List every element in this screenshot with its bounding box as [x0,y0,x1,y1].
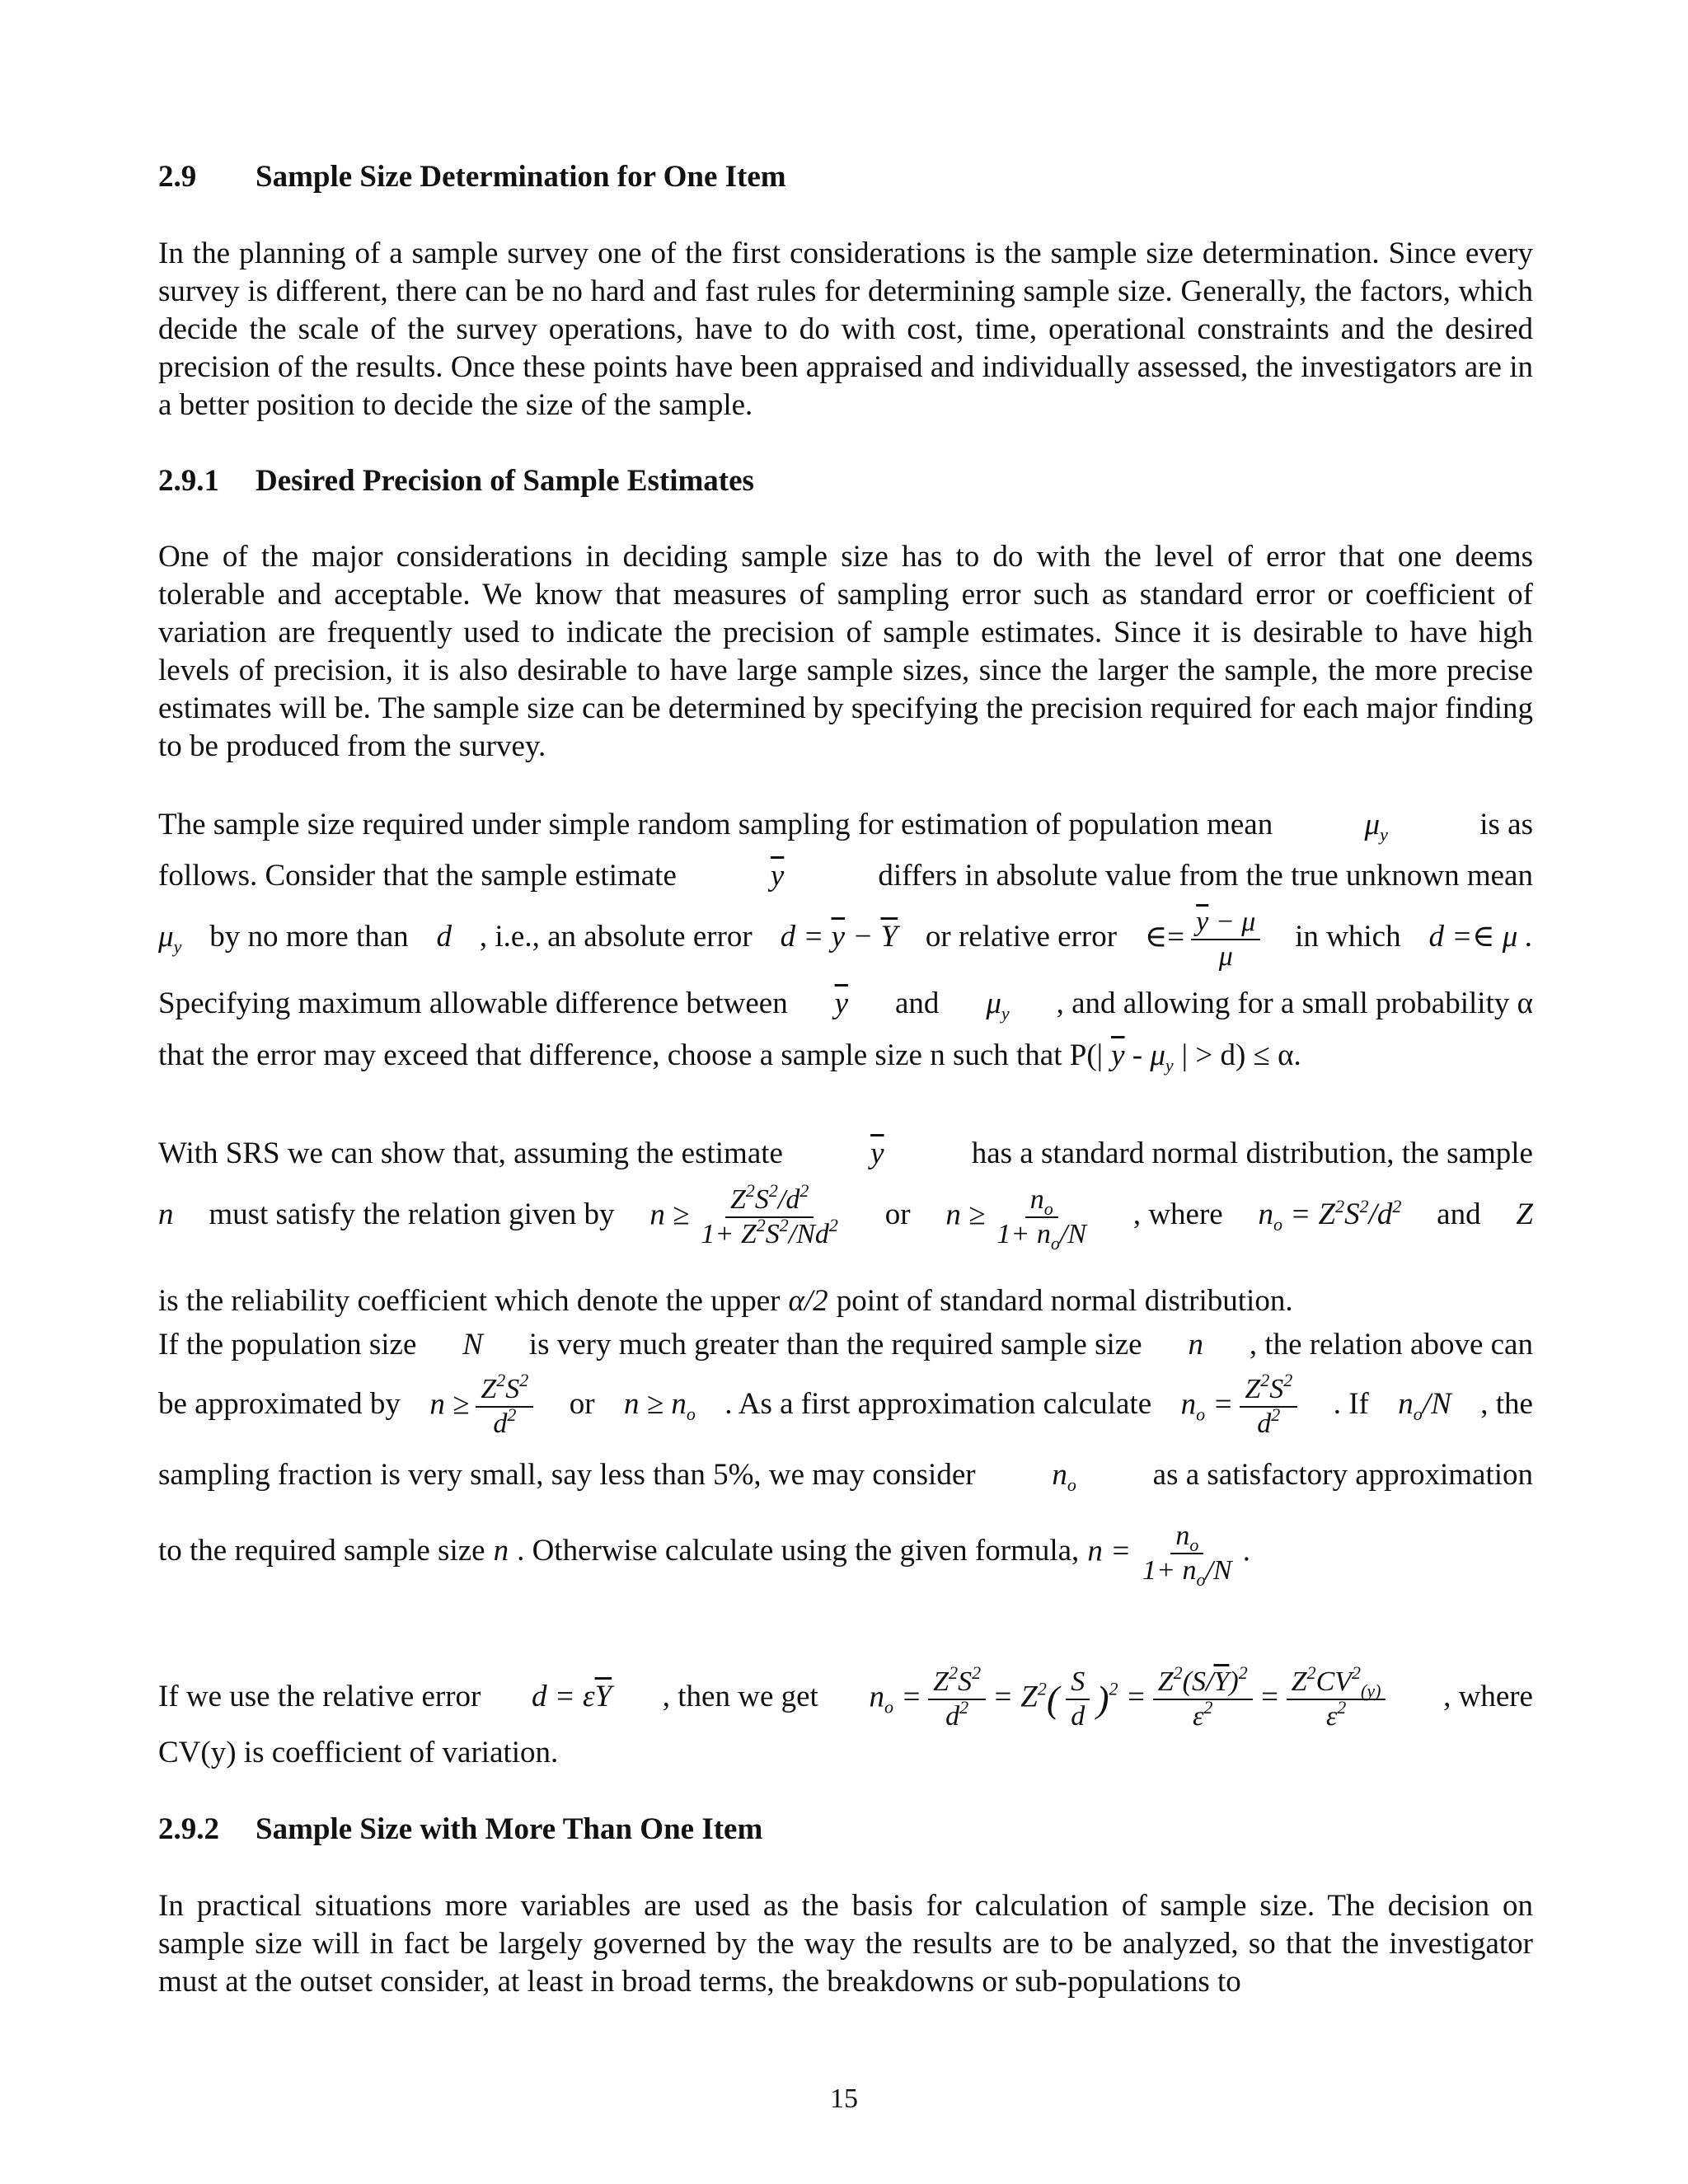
paragraph-cv-note: CV(y) is coefficient of variation. [158,1736,559,1769]
formula-line-9: If the population size N is very much greater than the required sample size n , the relation above can [158,1328,1533,1361]
section-title: Sample Size with More Than One Item [256,1812,763,1846]
formula-line-11: sampling fraction is very small, say less than 5%, we may consider $n_o$ as a satisfactory approximation [158,1458,1533,1495]
math-n-final: n = $\frac{n_o}{1+ n_o/N}$ . [1087,1521,1251,1590]
formula-line-5: that the error may exceed that difference, choose a sample size n such that P(| $\overline{y} - \mu_y$ | > d) ≤ α. [158,1038,1301,1076]
math-n-inequality-1: n ≥ $\frac{Z^2S^2/d^2}{1+ Z^2S^2/Nd^2}$ [649,1180,838,1249]
formula-line-10: be approximated by n ≥ $\frac{Z^2S^2}{d^2}$ or $n \ge n_o$ . As a first approximation calculate $n_o$ = $\frac{Z^2S^2}{d^2}$ . If $n_o/N$ , the [158,1370,1533,1439]
section-heading-2-9-1 [158,462,754,500]
math-n0-definition: $n_o = Z^2S^2/d^2$ [1258,1196,1402,1235]
section-title: Sample Size Determination for One Item [256,160,786,194]
math-y-bar: $\overline{y}$ [770,859,785,893]
section-title: Desired Precision of Sample Estimates [256,464,754,498]
section-number: 2.9.1 [158,464,219,498]
paragraph-precision: One of the major considerations in deciding sample size has to do with the level of error that one deems tolerable and acceptable. We know that measures of sampling error such as standard error or coefficient of variation are frequently used to indicate the precision of sample estimates. Since it is desirable to have high levels of precision, it is also desirable to have large sample sizes, since the larger the sample, the more precise estimates will be. The sample size can be determined by specifying the precision required for each major finding to be produced from the survey. [158,540,1533,763]
formula-line-12: to the required sample size n . Otherwise calculate using the given formula, n = $\frac{n_o}{1+ n_o/N}$ . [158,1521,1251,1590]
paragraph-intro: In the planning of a sample survey one of the first considerations is the sample size determination. Since every survey is different, there can be no hard and fast rules for determining sample size. Generally, the factors, which decide the scale of the survey operations, have to do with cost, time, operational constraints and the desired precision of the results. Once these points have been appraised and individually assessed, the investigators are in a better position to decide the size of the sample. [158,237,1533,422]
math-n-inequality-2: n ≥ $\frac{n_o}{1+ n_o/N}$ [945,1184,1086,1254]
formula-line-3: $\mu_y$ by no more than d , i.e., an absolute error $d = \overline{y} - \overline{Y}$ or relative error ∈= $\frac{\overline{y} - \mu}{\mu}$ in which d =∈ μ . [158,907,1533,972]
math-relative-error: ∈= $\frac{\overline{y} - \mu}{\mu}$ [1145,907,1267,972]
formula-line-13: If we use the relative error $d = \varepsilon\overline{Y}$ , then we get $n_o$ = $\frac{Z^2S^2}{d^2}$ = $Z^2$( $\frac{S}{d}$ )$^2$ = $\frac{Z^2(S/\overline{Y})^2}{\varepsilon^2}$ = $\frac{Z^2CV^2_{(y)}}{\varepsilon^2}$ , where [158,1662,1533,1732]
math-absolute-error: $d = \overline{y} - \overline{Y}$ [780,920,898,954]
formula-line-7: n must satisfy the relation given by n ≥ $\frac{Z^2S^2/d^2}{1+ Z^2S^2/Nd^2}$ or n ≥ $\frac{n_o}{1+ n_o/N}$ , where $n_o = Z^2S^2/d^2$ and Z [158,1180,1533,1254]
section-number: 2.9.2 [158,1812,219,1846]
math-mu-y: $\mu_y$ [1364,808,1388,845]
section-heading-2-9-2 [158,1811,762,1849]
paragraph-multiple-items: In practical situations more variables are used as the basis for calculation of sample size. The decision on sample size will in fact be largely governed by the way the results are to be analyzed, so that the investigator must at the outset consider, at least in broad terms, the breakdowns or sub-populations to [158,1889,1533,1999]
section-number: 2.9 [158,160,197,194]
formula-line-6: With SRS we can show that, assuming the estimate $\overline{y}$ has a standard normal distribution, the sample [158,1137,1533,1170]
formula-line-8: is the reliability coefficient which denote the upper α/2 point of standard normal distribution. [158,1284,1293,1318]
formula-line-4: Specifying maximum allowable difference between $\overline{y}$ and $\mu_y$ , and allowing for a small probability α [158,987,1533,1024]
math-relative-sample-size: $n_o$ = $\frac{Z^2S^2}{d^2}$ = $Z^2$( $\frac{S}{d}$ )$^2$ = $\frac{Z^2(S/\overline{Y})^2}{\varepsilon^2}$ = $\frac{Z^2CV^2_{(y)}}{\varepsilon^2}$ [869,1666,1392,1732]
section-heading-2-9 [158,158,786,196]
formula-line-2: follows. Consider that the sample estimate $\overline{y}$ differs in absolute value from the true unknown mean [158,857,1533,895]
formula-line-1: The sample size required under simple random sampling for estimation of population mean $\mu_y$ is as [158,808,1533,845]
page-number: 15 [830,2083,858,2114]
